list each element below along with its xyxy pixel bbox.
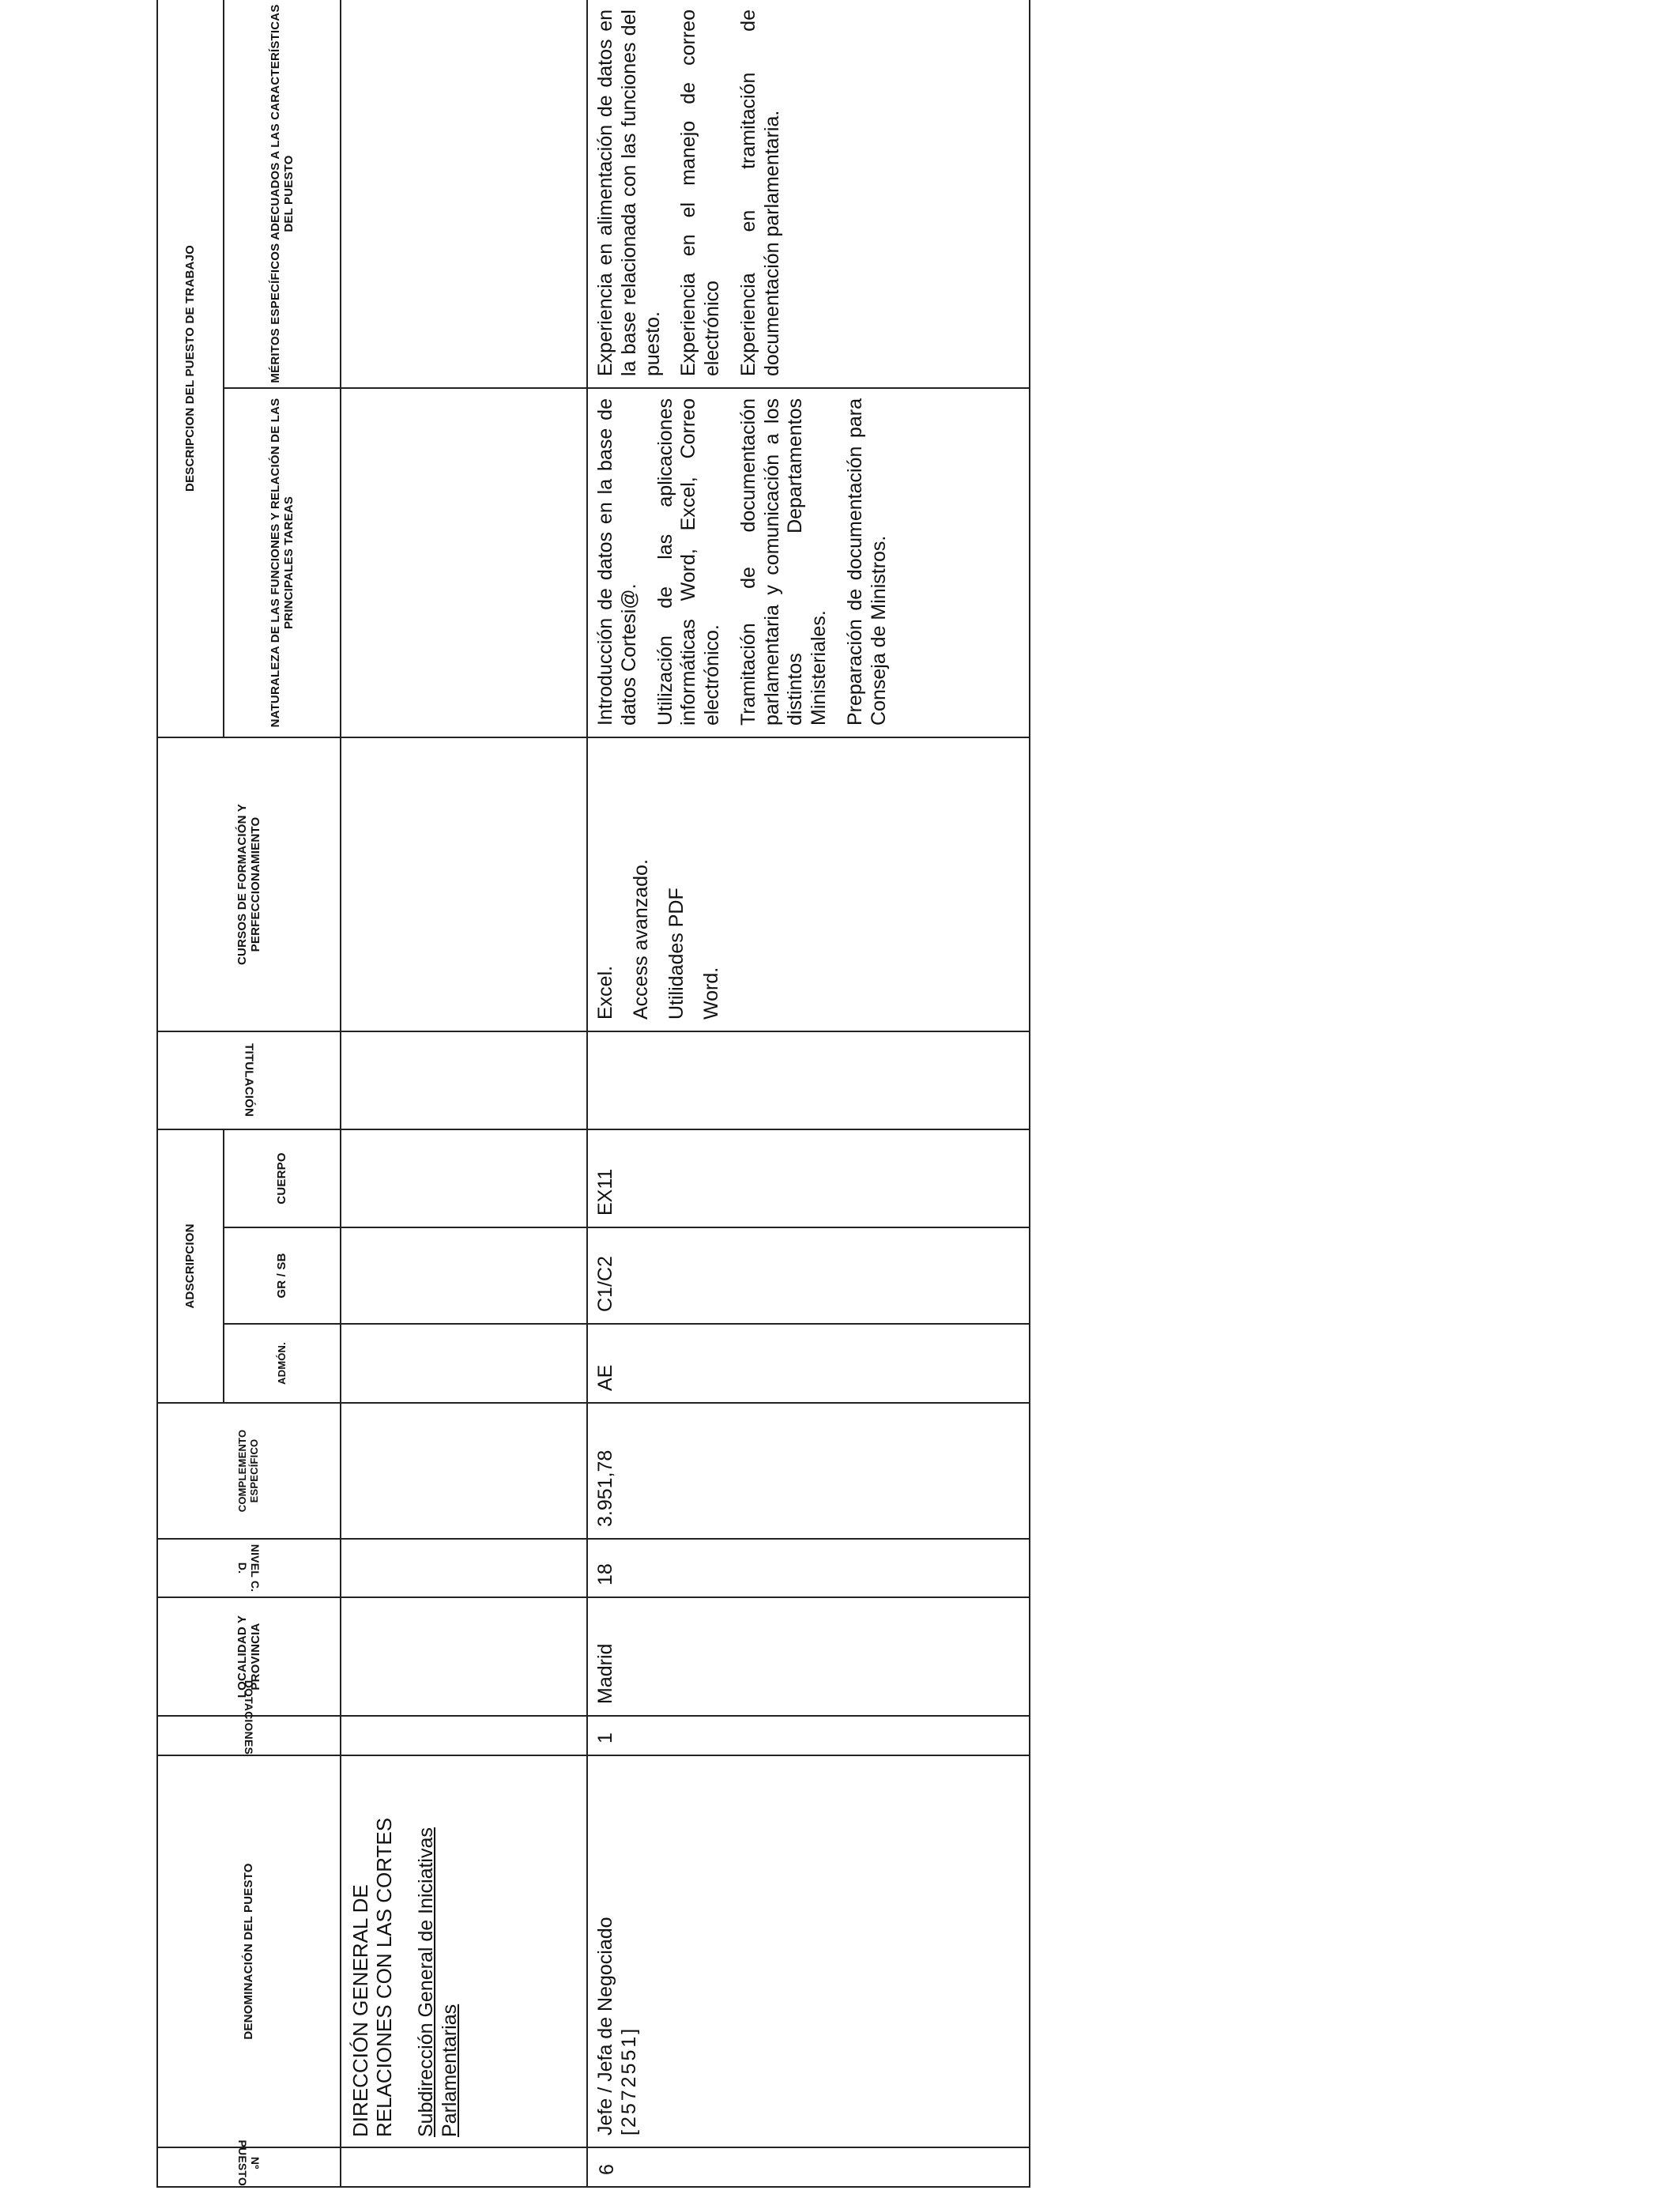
header-row-top xyxy=(157,0,224,2187)
unit-cell xyxy=(341,1755,587,2147)
cell-localidad: Madrid xyxy=(587,1597,1030,1716)
unit-empty-cell xyxy=(341,1403,587,1539)
curso-item: Utilidades PDF xyxy=(665,888,687,1020)
unit-direccion: DIRECCIÓN GENERAL DE RELACIONES CON LAS CORTES xyxy=(348,1817,396,2137)
cell-puesto xyxy=(587,1755,1030,2147)
cell-admon: AE xyxy=(587,1324,1030,1403)
unit-empty-cell xyxy=(341,1597,587,1716)
header-meritos: MÉRITOS ESPECÍFICOS ADECUADOS A LAS CARACTERÍSTICAS DEL PUESTO xyxy=(224,0,341,388)
unit-empty-cell xyxy=(341,1129,587,1227)
cell-funciones xyxy=(587,388,1030,737)
funcion-item: Preparación de documentación para Conseja de Ministros. xyxy=(843,398,890,726)
header-adscripcion: ADSCRIPCION xyxy=(157,1129,224,1403)
header-descripcion: DESCRIPCION DEL PUESTO DE TRABAJO xyxy=(157,0,224,737)
header-denominacion: DENOMINACIÓN DEL PUESTO xyxy=(157,1755,341,2147)
cell-num: 6 xyxy=(587,2147,1030,2187)
cell-cuerpo: EX11 xyxy=(587,1129,1030,1227)
header-cursos: CURSOS DE FORMACIÓN Y PERFECCIONAMIENTO xyxy=(157,737,341,1031)
table-row xyxy=(587,0,1030,2187)
header-localidad: LOCALIDAD Y PROVINCIA xyxy=(157,1597,341,1716)
cell-nivel: 18 xyxy=(587,1539,1030,1597)
funcion-item: Utilización de las aplicaciones informáticas Word, Excel, Correo electrónico. xyxy=(654,398,723,726)
unit-empty-cell xyxy=(341,1031,587,1129)
curso-item: Word. xyxy=(700,967,723,1020)
merito-item: Experiencia en tramitación de documentación parlamentaria. xyxy=(736,9,783,376)
puesto-name: Jefe / Jefa de Negociado xyxy=(594,1917,616,2136)
merito-item: Experiencia en alimentación de datos en la base relacionada con las funciones del puesto. xyxy=(594,9,664,376)
cell-meritos xyxy=(587,0,1030,388)
header-admon: ADMÓN. xyxy=(224,1324,341,1403)
header-dotaciones: DOTACIONES xyxy=(157,1716,341,1755)
header-num: Nº PUESTO xyxy=(157,2147,341,2187)
table-row-unit xyxy=(341,0,587,2187)
header-cuerpo: CUERPO xyxy=(224,1129,341,1227)
puesto-code: [2572551] xyxy=(617,2026,640,2136)
unit-empty-cell xyxy=(341,1539,587,1597)
header-titulacion: TITULACIÓN xyxy=(157,1031,341,1129)
unit-num-cell xyxy=(341,2147,587,2187)
curso-item: Excel. xyxy=(594,965,616,1020)
unit-empty-cell xyxy=(341,1324,587,1403)
merito-item: Experiencia en el manejo de correo electrónico xyxy=(677,9,723,376)
cell-cursos xyxy=(587,737,1030,1031)
cell-titulacion xyxy=(587,1031,1030,1129)
unit-subdireccion: Subdirección General de Iniciativas Parlamentarias xyxy=(414,1827,461,2137)
cell-complemento: 3.951,78 xyxy=(587,1403,1030,1539)
cell-grsb: C1/C2 xyxy=(587,1227,1030,1324)
header-naturaleza: NATURALEZA DE LAS FUNCIONES Y RELACIÓN DE LAS PRINCIPALES TAREAS xyxy=(224,388,341,737)
header-complemento: COMPLEMENTO ESPECÍFICO xyxy=(157,1403,341,1539)
job-listing-table xyxy=(156,0,1030,2188)
funcion-item: Introducción de datos en la base de datos Cortesi@. xyxy=(594,398,640,726)
unit-empty-cell xyxy=(341,1227,587,1324)
unit-empty-cell xyxy=(341,737,587,1031)
cell-dotaciones: 1 xyxy=(587,1716,1030,1755)
curso-item: Access avanzado. xyxy=(629,859,652,1020)
unit-empty-cell xyxy=(341,388,587,737)
funcion-item: Tramitación de documentación parlamentaria y comunicación a los distintos Departamentos Ministeriales. xyxy=(736,398,830,726)
document-page xyxy=(156,5,1030,2188)
unit-empty-cell xyxy=(341,0,587,388)
header-grsb: GR / SB xyxy=(224,1227,341,1324)
header-nivel: NIVEL C. D. xyxy=(157,1539,341,1597)
rotated-table-sheet xyxy=(156,5,1030,2188)
unit-empty-cell xyxy=(341,1716,587,1755)
